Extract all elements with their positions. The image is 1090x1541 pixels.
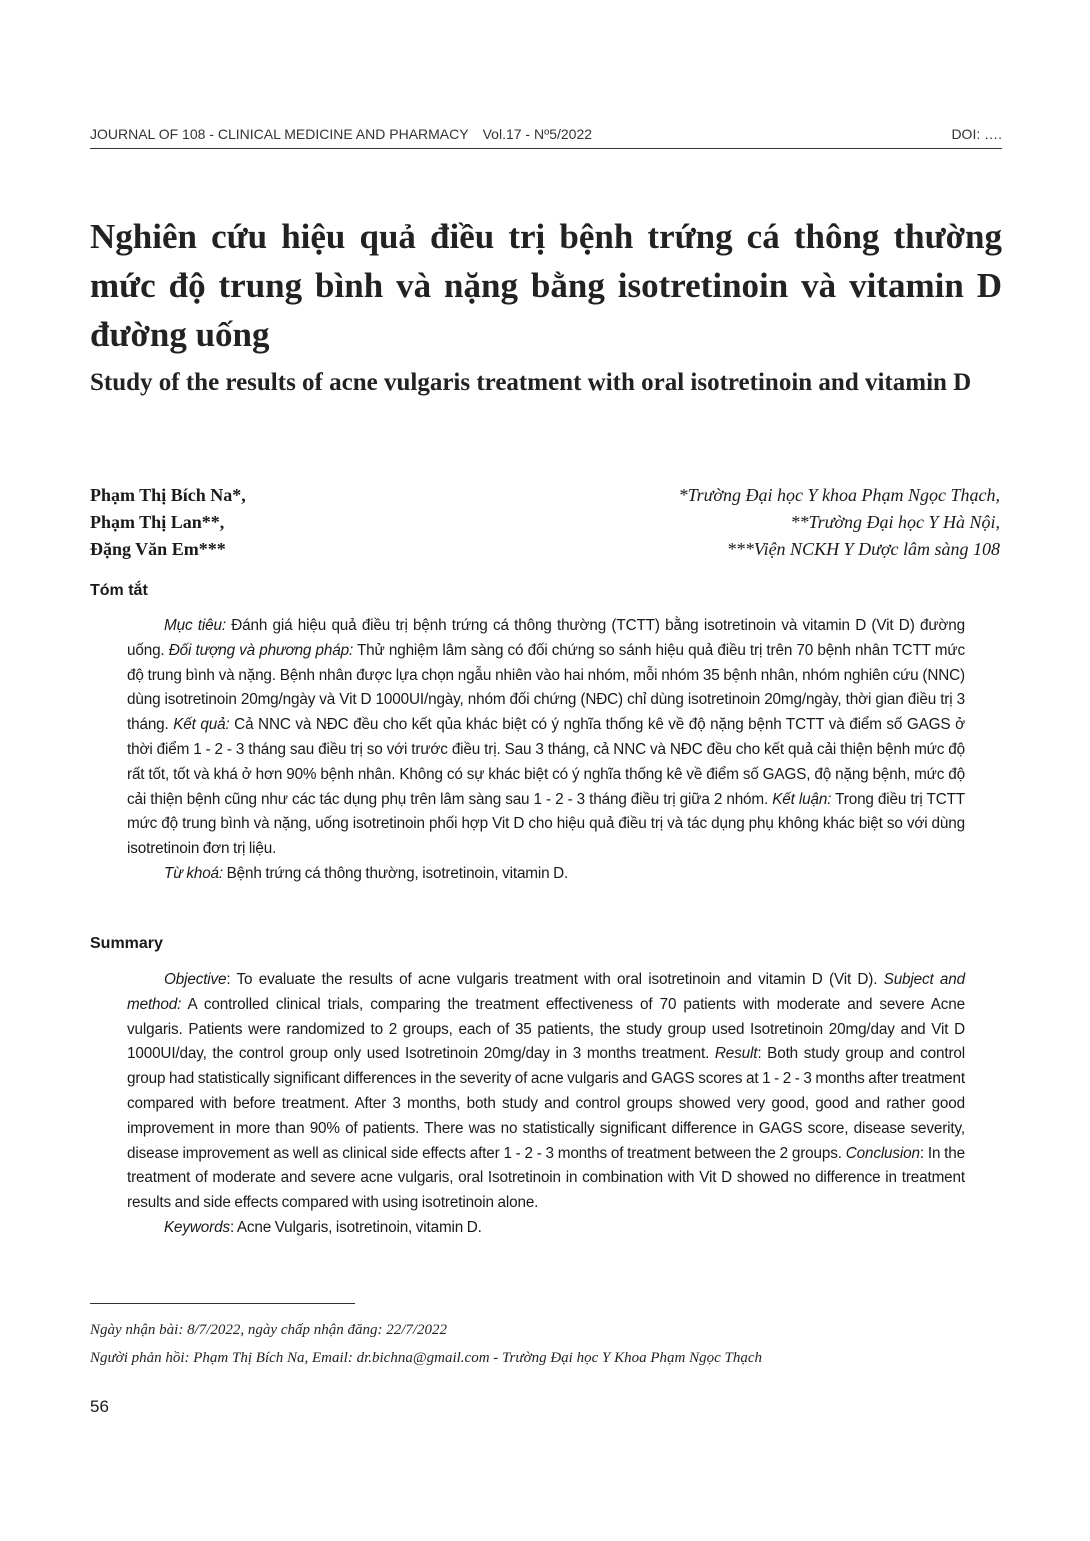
label-ket-qua: Kết quả: — [173, 716, 230, 734]
abstract-en-paragraph — [127, 968, 965, 1216]
title-english: Study of the results of acne vulgaris treatment with oral isotretinoin and vitamin D — [90, 369, 972, 396]
text-ket-luan: Trong điều trị TCTT mức độ trung bình và nặng, uống isotretinoin phối hợp Vit D cho hiệu quả điều trị và tác dụng phụ không khác biệt so với dùng isotretinoin đơn trị liệu. — [127, 790, 965, 858]
text-muc-tieu: Đánh giá hiệu quả điều trị bệnh trứng cá thông thường (TCTT) bằng isotretinoin và vitamin D (Vit D) đường uống. — [127, 617, 966, 659]
title-vietnamese: Nghiên cứu hiệu quả điều trị bệnh trứng cá thông thường mức độ trung bình và nặng bằng isotretinoin và vitamin D đường uống — [90, 217, 1002, 354]
label-ket-luan: Kết luận: — [772, 790, 832, 808]
text-result: : Both study group and control group had statistically significant differences in the severity of acne vulgaris and GAGS scores at 1 - 2 - 3 months after treatment compared with before treatment. After 3 months, both study and control groups showed very good, good and rather good improvement in more than 90% of patients. There was no statistically significant difference in GAGS score, disease severity, disease improvement as well as clinical side effects after 1 - 2 - 3 months of treatment between the 2 groups. — [127, 1045, 965, 1162]
text-subject: A controlled clinical trials, comparing the treatment effectiveness of 70 patients with moderate and severe Acne vulgaris. Patients were randomized to 2 groups, each of 35 patients, the study group used Isotretinoin 20mg/day and Vit D 1000UI/day, the control group only used Isotretinoin 20mg/day in 3 months treatment. — [127, 995, 965, 1063]
running-header — [90, 126, 1002, 149]
author-name: Phạm Thị Lan**, — [90, 512, 225, 532]
label-muc-tieu: Mục tiêu: — [164, 617, 226, 634]
keywords-vi — [127, 862, 965, 887]
abstract-vi-heading: Tóm tắt — [90, 582, 148, 599]
author-affiliation: *Trường Đại học Y khoa Phạm Ngọc Thạch, — [678, 485, 1000, 505]
author-row — [90, 482, 1002, 509]
author-affiliation: **Trường Đại học Y Hà Nội, — [790, 512, 1000, 532]
label-subject: Subject and method: — [127, 971, 965, 1013]
author-name: Đặng Văn Em*** — [90, 539, 226, 559]
author-affiliation: ***Viện NCKH Y Dược lâm sàng 108 — [726, 539, 1000, 559]
author-block — [90, 482, 1002, 563]
label-tu-khoa: Từ khoá: — [164, 864, 224, 882]
label-doi-tuong: Đối tượng và phương pháp: — [168, 641, 354, 659]
footnote-received: Ngày nhận bài: 8/7/2022, ngày chấp nhận đăng: 22/7/2022 — [90, 1322, 448, 1338]
page-number: 56 — [90, 1397, 109, 1416]
label-result: Result — [714, 1045, 758, 1063]
text-keywords: : Acne Vulgaris, isotretinoin, vitamin D. — [229, 1218, 482, 1236]
abstract-en-heading: Summary — [90, 935, 163, 952]
text-ket-qua: Cả NNC và NĐC đều cho kết qủa khác biệt có ý nghĩa thống kê về độ nặng bệnh TCTT và điểm số GAGS ở thời điểm 1 - 2 - 3 tháng sau điều trị so với trước điều trị. Sau 3 tháng, cả NNC và NĐC đều cho kết quả cải thiện bệnh mức độ rất tốt, tốt và khá ở hơn 90% bệnh nhân. Không có sự khác biệt có ý nghĩa thống kê về điểm số GAGS, độ nặng bệnh, mức độ cải thiện bệnh cũng như các tác dụng phụ trên lâm sàng sau 1 - 2 - 3 tháng điều trị giữa 2 nhóm. — [127, 716, 965, 808]
journal-volume: Vol.17 - Nº5/2022 — [482, 126, 593, 142]
abstract-vietnamese — [127, 614, 965, 887]
author-row — [90, 536, 1002, 563]
text-tu-khoa: Bệnh trứng cá thông thường, isotretinoin, vitamin D. — [223, 864, 569, 882]
text-conclusion: : In the treatment of moderate and severe acne vulgaris, oral Isotretinoin in combination with Vit D showed no difference in treatment results and side effects compared with using isotretinoin alone. — [127, 1144, 965, 1212]
author-name: Phạm Thị Bích Na*, — [90, 485, 246, 505]
text-objective: : To evaluate the results of acne vulgaris treatment with oral isotretinoin and vitamin D (Vit D). — [226, 971, 884, 988]
footnote-divider — [90, 1303, 355, 1304]
label-conclusion: Conclusion — [845, 1144, 920, 1162]
author-row — [90, 509, 1002, 536]
abstract-vi-paragraph — [127, 614, 965, 862]
text-doi-tuong: Thử nghiệm lâm sàng có đối chứng so sánh hiệu quả điều trị trên 70 bệnh nhân TCTT mức độ trung bình và nặng. Bệnh nhân được lựa chọn ngẫu nhiên vào hai nhóm, mỗi nhóm 35 bệnh nhân, nhóm nghiên cứu (NNC) dùng isotretinoin 20mg/ngày và Vit D 1000UI/ngày, nhóm đối chứng (NĐC) chỉ dùng isotretinoin 20mg/ngày, thời gian điều trị 3 tháng. — [127, 641, 965, 734]
label-keywords: Keywords — [164, 1218, 230, 1236]
abstract-english — [127, 968, 965, 1241]
keywords-en — [127, 1216, 965, 1241]
doi-label: DOI: …. — [951, 126, 1002, 142]
journal-name: JOURNAL OF 108 - CLINICAL MEDICINE AND PHARMACY — [90, 126, 469, 142]
footnote-correspondence: Người phản hồi: Phạm Thị Bích Na, Email: dr.bichna@gmail.com - Trường Đại học Y Khoa Phạm Ngọc Thạch — [90, 1350, 762, 1366]
label-objective: Objective — [164, 971, 227, 988]
